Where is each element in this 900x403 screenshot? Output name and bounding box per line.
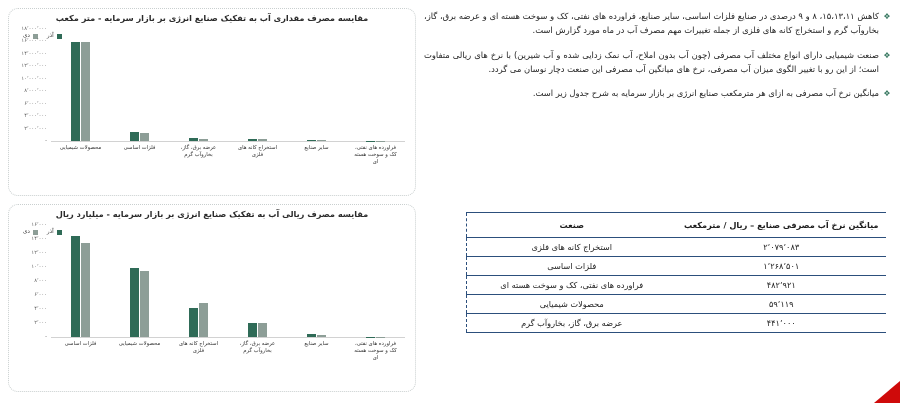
legend-label-azar-2: آذر: [46, 229, 54, 235]
bar-آذر[interactable]: [366, 141, 375, 142]
x-tick-label: استخراج کانه های فلزی: [237, 145, 278, 159]
cell-rate: ۵۹٬۱۱۹: [677, 295, 887, 314]
cell-industry: محصولات شیمیایی: [467, 295, 677, 314]
rate-table-head: [467, 213, 887, 238]
bar-آذر[interactable]: [189, 138, 198, 141]
bar-آذر[interactable]: [71, 236, 80, 337]
x-tick-label: عرضه برق، گاز، بخاروآب گرم: [180, 145, 217, 159]
bar-آذر[interactable]: [130, 132, 139, 141]
bars-volume: [51, 29, 405, 141]
chart-plot-rial: [15, 221, 409, 366]
note-text: صنعت شیمیایی دارای انواع مختلف آب مصرفی (چون آب بدون املاح، آب نمک زدایی شده و آب شیرین) با نرخ های ریالی متفاوت است؛ از این رو با تغییر الگوی میزان آب مصرفی، نرخ های میانگین آب مصرفی این صنعت دچار نوسان می گردد.: [424, 49, 879, 74]
plot-area-rial: [51, 225, 405, 338]
cell-industry: فراورده های نفتی، کک و سوخت هسته ای: [467, 276, 677, 295]
bar-group: [118, 29, 160, 141]
cell-industry: عرضه برق، گاز، بخاروآب گرم: [467, 314, 677, 333]
x-tick-label: عرضه برق، گاز، بخاروآب گرم: [239, 341, 276, 355]
cell-industry: فلزات اساسی: [467, 257, 677, 276]
y-axis-rial: [15, 221, 49, 366]
chart-card-rial: [8, 204, 416, 392]
rate-table-wrapper: [466, 212, 886, 333]
bar-دی[interactable]: [81, 243, 90, 337]
bar-دی[interactable]: [317, 140, 326, 141]
bar-آذر[interactable]: [189, 308, 198, 337]
y-tick-label: ۱۶٬۰۰۰: [31, 222, 47, 229]
y-axis-volume: [15, 25, 49, 170]
bar-group: [236, 29, 278, 141]
legend-label-dey: دی: [23, 33, 30, 39]
y-tick-label: ۱۶٬۰۰۰٬۰۰۰: [21, 38, 47, 45]
bar-آذر[interactable]: [307, 334, 316, 337]
bar-دی[interactable]: [258, 323, 267, 337]
note-text: کاهش ۱۵،۱۳،۱۱، ۸ و ۹ درصدی در صنایع فلزات اساسی، سایر صنایع، فراورده های نفتی، کک و سوخت هسته ای و عرضه برق، گاز، بخاروآب گرم و استخراج کانه های فلزی از جمله تغییرات مهم مصرف آب در ماه مورد گزارش است.: [424, 11, 879, 35]
y-tick-label: ۱۲٬۰۰۰: [31, 250, 47, 257]
notes-list: [424, 10, 892, 101]
bar-group: [177, 29, 219, 141]
bullet-diamond-icon: ❖: [883, 12, 891, 21]
bar-group: [177, 225, 219, 337]
y-tick-label: ۱۴٬۰۰۰٬۰۰۰: [21, 50, 47, 57]
legend-label-dey-2: دی: [23, 229, 30, 235]
table-row: [467, 314, 887, 333]
table-header-row: [467, 213, 887, 238]
x-axis-rial: [51, 341, 405, 383]
notes-column: [424, 10, 892, 112]
cell-rate: ۱٬۲۶۸٬۵۰۱: [677, 257, 887, 276]
header-rate: میانگین نرخ آب مصرفی صنایع – ریال / مترمکعب: [677, 213, 887, 238]
y-tick-label: ۶٬۰۰۰٬۰۰۰: [24, 100, 47, 107]
bar-دی[interactable]: [258, 139, 267, 141]
bar-دی[interactable]: [376, 141, 385, 142]
bar-group: [295, 29, 337, 141]
charts-column: [8, 8, 416, 398]
table-row: [467, 276, 887, 295]
bar-آذر[interactable]: [130, 268, 139, 337]
bullet-diamond-icon: ❖: [883, 50, 891, 60]
bar-آذر[interactable]: [248, 323, 257, 337]
y-tick-label: ۴٬۰۰۰: [34, 306, 47, 313]
rate-table: [466, 212, 886, 333]
y-tick-label: ۱۸٬۰۰۰٬۰۰۰: [21, 26, 47, 33]
bar-group: [118, 225, 160, 337]
table-row: [467, 257, 887, 276]
chart-card-volume: [8, 8, 416, 196]
y-tick-label: ۱۰٬۰۰۰: [31, 264, 47, 271]
y-tick-label: ۱۲٬۰۰۰٬۰۰۰: [21, 63, 47, 70]
corner-accent-triangle: [874, 381, 900, 403]
y-tick-label: ۴٬۰۰۰٬۰۰۰: [24, 113, 47, 120]
y-tick-label: ۶٬۰۰۰: [34, 292, 47, 299]
x-tick-label: فراورده های نفتی، کک و سوخت هسته ای: [354, 145, 397, 166]
x-tick-label: سایر صنایع: [304, 145, 329, 152]
chart-title-rial: مقایسه مصرف ریالی آب به تفکیک صنایع انرژی بر بازار سرمایه - میلیارد ریال: [55, 209, 369, 219]
bar-دی[interactable]: [317, 335, 326, 337]
bar-دی[interactable]: [199, 303, 208, 337]
cell-rate: ۴۸۲٬۹۲۱: [677, 276, 887, 295]
y-tick-label: ۲٬۰۰۰: [34, 320, 47, 327]
bar-دی[interactable]: [140, 133, 149, 141]
header-industry: صنعت: [467, 213, 677, 238]
bar-group: [354, 29, 396, 141]
note-text: میانگین نرخ آب مصرفی به ازای هر مترمکعب صنایع انرژی بر بازار سرمایه به شرح جدول زیر است.: [532, 88, 879, 99]
chart-title-volume: مقایسه مصرف مقداری آب به تفکیک صنایع انرژی بر بازار سرمایه - متر مکعب: [55, 13, 369, 23]
table-row: [467, 238, 887, 257]
y-tick-label: -: [45, 334, 47, 341]
note-item: [424, 49, 892, 77]
bar-group: [59, 29, 101, 141]
chart-plot-volume: [15, 25, 409, 170]
y-tick-label: ۸٬۰۰۰: [34, 278, 47, 285]
y-tick-label: ۸٬۰۰۰٬۰۰۰: [24, 88, 47, 95]
x-tick-label: فلزات اساسی: [123, 145, 156, 152]
x-tick-label: محصولات شیمیایی: [59, 145, 102, 152]
legend-label-azar: آذر: [46, 33, 54, 39]
bar-دی[interactable]: [199, 139, 208, 141]
bar-group: [236, 225, 278, 337]
x-tick-label: فلزات اساسی: [64, 341, 97, 348]
bars-rial: [51, 225, 405, 337]
note-item: [424, 87, 892, 101]
bar-دی[interactable]: [140, 271, 149, 337]
rate-table-body: [467, 238, 887, 333]
table-row: [467, 295, 887, 314]
x-tick-label: استخراج کانه های فلزی: [178, 341, 219, 355]
cell-rate: ۴۴۱٬۰۰۰: [677, 314, 887, 333]
x-tick-label: فراورده های نفتی، کک و سوخت هسته ای: [354, 341, 397, 362]
bar-آذر[interactable]: [71, 42, 80, 141]
y-tick-label: ۱۰٬۰۰۰٬۰۰۰: [21, 75, 47, 82]
y-tick-label: ۲٬۰۰۰٬۰۰۰: [24, 125, 47, 132]
bar-آذر[interactable]: [248, 139, 257, 141]
x-axis-volume: [51, 145, 405, 187]
x-tick-label: محصولات شیمیایی: [118, 341, 161, 348]
y-tick-label: ۱۴٬۰۰۰: [31, 236, 47, 243]
bar-group: [59, 225, 101, 337]
bar-آذر[interactable]: [366, 337, 375, 338]
cell-rate: ۲٬۰۷۹٬۰۸۳: [677, 238, 887, 257]
note-item: [424, 10, 892, 38]
bar-group: [354, 225, 396, 337]
bar-group: [295, 225, 337, 337]
bar-دی[interactable]: [376, 337, 385, 338]
bar-دی[interactable]: [81, 42, 90, 141]
x-tick-label: سایر صنایع: [304, 341, 329, 348]
plot-area-volume: [51, 29, 405, 142]
bar-آذر[interactable]: [307, 140, 316, 141]
y-tick-label: -: [45, 138, 47, 145]
bullet-diamond-icon: ❖: [883, 89, 891, 99]
cell-industry: استخراج کانه های فلزی: [467, 238, 677, 257]
